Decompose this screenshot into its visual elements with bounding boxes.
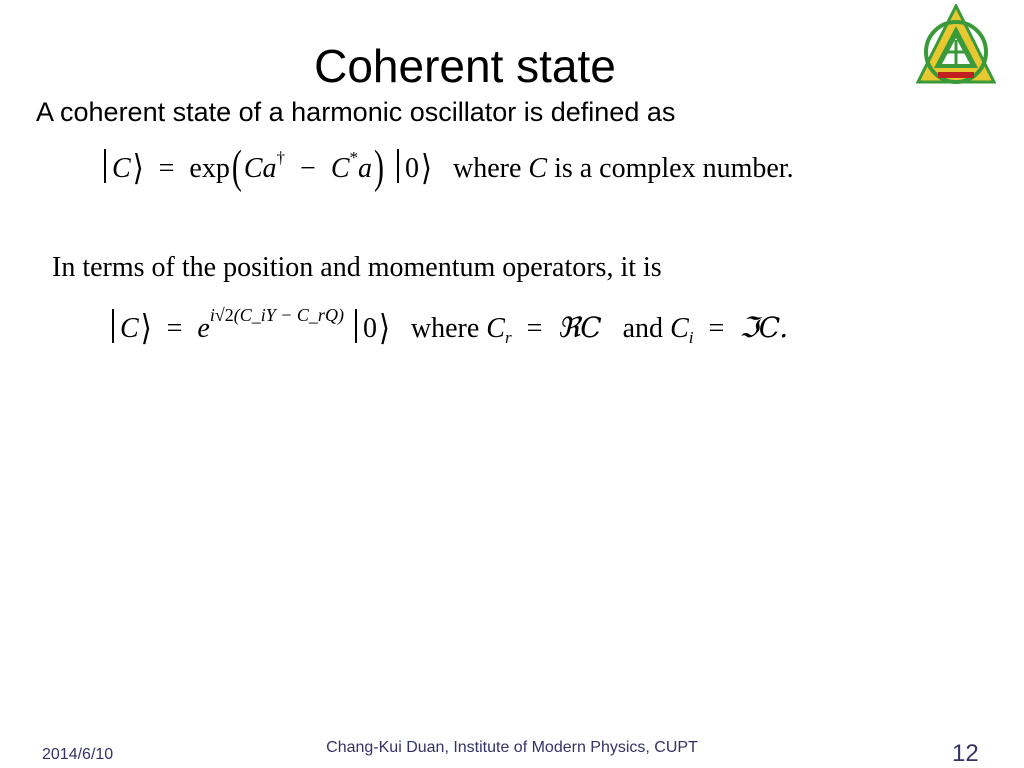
- coherent-state-position-momentum-equation: C⟩ = $e^{i√2(C\_iY - C\_rQ)}$ 0⟩ where $C_r$ = ℜC and $C_i$ = ℑC.: [108, 305, 788, 348]
- slide-title: Coherent state: [314, 40, 616, 92]
- position-momentum-text: In terms of the position and momentum operators, it is: [52, 252, 662, 283]
- coherent-state-definition-equation: C⟩ = exp(Ca† − C*a) 0⟩ where C is a complex number.: [100, 148, 794, 185]
- page-number: 12: [952, 740, 979, 767]
- footer-date: 2014/6/10: [42, 746, 114, 763]
- intro-text: A coherent state of a harmonic oscillator is defined as: [36, 97, 676, 127]
- footer-author: Chang-Kui Duan, Institute of Modern Physics, CUPT: [326, 739, 698, 756]
- university-logo-icon: [916, 4, 996, 88]
